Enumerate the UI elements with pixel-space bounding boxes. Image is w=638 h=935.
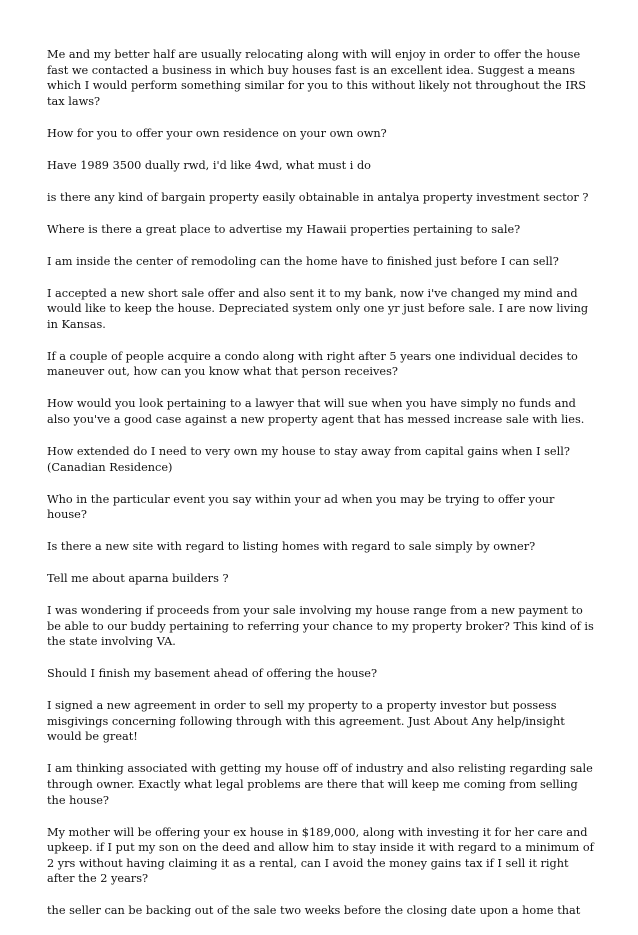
paragraph-11: Who in the particular event you say within your ad when you may be trying to offer your house? xyxy=(47,492,555,522)
paragraph-3: Have 1989 3500 dually rwd, i'd like 4wd, what must i do xyxy=(47,158,371,172)
document-body xyxy=(47,47,595,935)
paragraph-18: My mother will be offering your ex house in $189,000, along with investing it for her care and upkeep. if I put my son on the deed and allow him to stay inside it with regard to a minimum of 2 yrs without having claiming it as a rental, can I avoid the money gains tax if I sell it right after the 2 years? xyxy=(47,825,594,886)
paragraph-5: Where is there a great place to advertise my Hawaii properties pertaining to sale? xyxy=(47,222,521,236)
paragraph-19: the seller can be backing out of the sale two weeks before the closing date upon a home that xyxy=(47,904,581,918)
paragraph-1: Me and my better half are usually relocating along with will enjoy in order to offer the house fast we contacted a business in which buy houses fast is an excellent idea. Suggest a means which I would perform something similar for you to this without likely not throughout the IRS tax laws? xyxy=(47,48,587,108)
paragraph-2: How for you to offer your own residence on your own own? xyxy=(47,126,387,140)
paragraph-13: Tell me about aparna builders ? xyxy=(47,572,229,586)
paragraph-12: Is there a new site with regard to listing homes with regard to sale simply by owner? xyxy=(47,540,536,554)
paragraph-6: I am inside the center of remodoling can the home have to finished just before I can sell? xyxy=(47,254,559,268)
paragraph-15: Should I finish my basement ahead of offering the house? xyxy=(47,667,378,681)
paragraph-9: How would you look pertaining to a lawyer that will sue when you have simply no funds and also you've a good case against a new property agent that has messed increase sale with lies. xyxy=(47,397,585,427)
paragraph-17: I am thinking associated with getting my house off of industry and also relisting regarding sale through owner. Exactly what legal problems are there that will keep me coming from selling the house? xyxy=(47,762,593,807)
paragraph-14: I was wondering if proceeds from your sale involving my house range from a new payment to be able to our buddy pertaining to referring your chance to my property broker? This kind of is the state involving VA. xyxy=(47,604,594,649)
paragraph-7: I accepted a new short sale offer and also sent it to my bank, now i've changed my mind and would like to keep the house. Depreciated system only one yr just before sale. I are now living in Kansas. xyxy=(47,286,589,331)
paragraph-16: I signed a new agreement in order to sell my property to a property investor but possess misgivings concerning following through with this agreement. Just About Any help/insight would be great! xyxy=(47,699,565,744)
paragraph-4: is there any kind of bargain property easily obtainable in antalya property investment sector ? xyxy=(47,190,589,204)
paragraph-10: How extended do I need to very own my house to stay away from capital gains when I sell? (Canadian Residence) xyxy=(47,445,570,474)
paragraph-8: If a couple of people acquire a condo along with right after 5 years one individual decides to maneuver out, how can you know what that person receives? xyxy=(47,349,578,379)
